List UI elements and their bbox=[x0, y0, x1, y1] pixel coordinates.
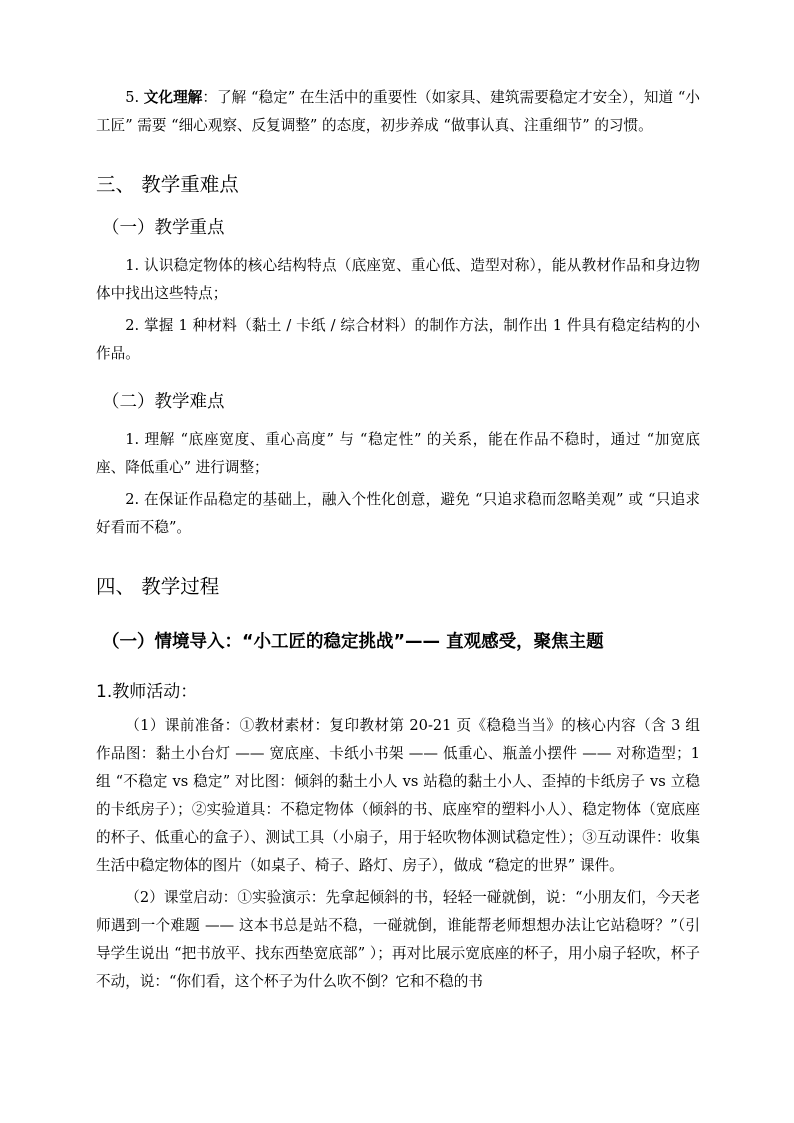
difficult-point-1: 1. 理解 “底座宽度、重心高度” 与 “稳定性” 的关系，能在作品不稳时，通过 “加宽底座、降低重心” 进行调整； bbox=[96, 431, 700, 476]
key-point-1: 1. 认识稳定物体的核心结构特点（底座宽、重心低、造型对称），能从教材作品和身边物体中找出这些特点； bbox=[96, 257, 700, 302]
class-start-paragraph: （2）课堂启动：①实验演示：先拿起倾斜的书，轻轻一碰就倒，说：“小朋友们，今天老师遇到一个难题 —— 这本书总是站不稳，一碰就倒，谁能帮老师想想办法让它站稳呀？”（引导学生说出 “把书放平、找东西垫宽底部” ）；再对比展示宽底座的杯子，用小扇子轻吹，杯子不动，说：“你们看，这个杯子为什么吹不倒？它和不稳的书 bbox=[96, 889, 700, 990]
intro-stage-heading: （一）情境导入：“小工匠的稳定挑战”—— 直观感受，聚焦主题 bbox=[102, 632, 604, 652]
item-text: ：了解 “稳定” 在生活中的重要性（如家具、建筑需要稳定才安全），知道 “小工匠” 需要 “细心观察、反复调整” 的态度，初步养成 “做事认真、注重细节” 的习惯。 bbox=[96, 89, 700, 134]
section-4-heading: 四、 教学过程 bbox=[96, 575, 220, 598]
document-page bbox=[96, 84, 700, 1000]
preparation-paragraph: （1）课前准备：①教材素材：复印教材第 20-21 页《稳稳当当》的核心内容（含 3 组作品图：黏土小台灯 —— 宽底座、卡纸小书架 —— 低重心、瓶盖小摆件 —— 对称造型；1 组 “不稳定 vs 稳定” 对比图：倾斜的黏土小人 vs 站稳的黏土小人、歪掉的卡纸房子 vs 立稳的卡纸房子）；②实验道具：不稳定物体（倾斜的书、底座窄的塑料小人）、稳定物体（宽底座的杯子、低重心的盒子）、测试工具（小扇子，用于轻吹物体测试稳定性）；③互动课件：收集生活中稳定物体的图片（如桌子、椅子、路灯、房子），做成 “稳定的世界” 课件。 bbox=[96, 717, 700, 874]
difficult-point-2: 2. 在保证作品稳定的基础上，融入个性化创意，避免 “只追求稳而忽略美观” 或 “只追求好看而不稳”。 bbox=[96, 491, 700, 536]
item-label: 文化理解 bbox=[143, 89, 203, 106]
section-3-heading: 三、 教学重难点 bbox=[96, 173, 239, 196]
objective-item-5 bbox=[96, 84, 700, 140]
key-points-heading: （一）教学重点 bbox=[102, 218, 225, 238]
key-point-2: 2. 掌握 1 种材料（黏土 / 卡纸 / 综合材料）的制作方法，制作出 1 件具有稳定结构的小作品。 bbox=[96, 317, 700, 362]
teacher-activity-heading: 1.教师活动： bbox=[96, 682, 198, 702]
item-number: 5. bbox=[125, 89, 144, 106]
difficult-points-heading: （二）教学难点 bbox=[102, 392, 225, 412]
